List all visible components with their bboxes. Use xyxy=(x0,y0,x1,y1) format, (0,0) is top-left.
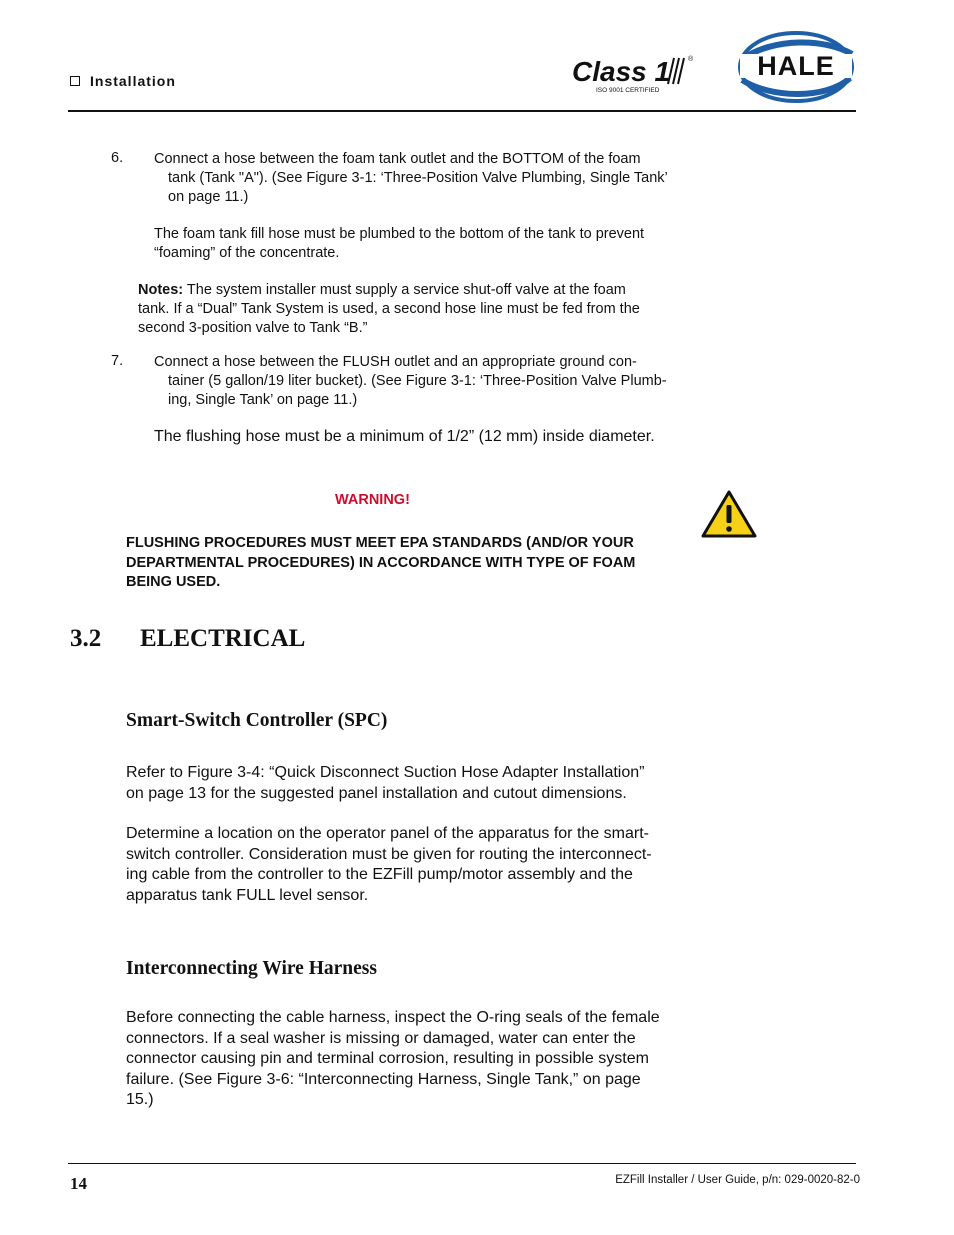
hale-logo-graphic xyxy=(734,28,858,106)
notes-label: Notes: xyxy=(138,282,184,298)
subsection-paragraph xyxy=(126,1008,706,1111)
paragraph-line: apparatus tank FULL level sensor. xyxy=(126,886,369,904)
section-heading xyxy=(70,625,305,653)
running-header xyxy=(70,73,176,89)
subsection-paragraph xyxy=(126,763,706,804)
section-number: 3.2 xyxy=(70,625,102,652)
notes-block xyxy=(138,281,708,338)
footer-rule xyxy=(68,1163,856,1164)
warning-line: BEING USED. xyxy=(126,574,221,590)
subsection-heading: Interconnecting Wire Harness xyxy=(126,958,377,979)
footer-document-id: EZFill Installer / User Guide, p/n: 029-0020-82-0 xyxy=(615,1174,860,1186)
warning-line: FLUSHING PROCEDURES MUST MEET EPA STANDARDS (AND/OR YOUR xyxy=(126,535,634,551)
paragraph-line: failure. (See Figure 3-6: “Interconnecting Harness, Single Tank,” on page xyxy=(126,1070,641,1088)
step-7-text xyxy=(154,353,714,410)
warning-title: WARNING! xyxy=(335,492,410,508)
paragraph-line: ing cable from the controller to the EZFill pump/motor assembly and the xyxy=(126,866,633,883)
step-6-text xyxy=(154,150,714,207)
step-6-detail-line: The foam tank fill hose must be plumbed to the bottom of the tank to prevent xyxy=(154,226,645,242)
section-title: ELECTRICAL xyxy=(140,625,306,652)
header-rule xyxy=(68,110,856,112)
paragraph-line: on page 13 for the suggested panel installation and cutout dimensions. xyxy=(126,784,627,802)
step-7-number: 7. xyxy=(111,353,124,369)
subsection-paragraph xyxy=(126,824,706,906)
paragraph-line: switch controller. Consideration must be given for routing the interconnect- xyxy=(126,845,652,863)
class1-logo-graphic xyxy=(570,52,700,96)
paragraph-line: Before connecting the cable harness, inspect the O-ring seals of the female xyxy=(126,1009,660,1026)
notes-line: tank. If a “Dual” Tank System is used, a second hose line must be fed from the xyxy=(138,301,640,317)
paragraph-line: Refer to Figure 3-4: “Quick Disconnect Suction Hose Adapter Installation” xyxy=(126,764,645,781)
notes-line: second 3-position valve to Tank “B.” xyxy=(138,320,368,336)
step-6-detail xyxy=(154,225,714,263)
step-7-line: ing, Single Tank’ on page 11.) xyxy=(168,392,358,408)
subsection-heading: Smart-Switch Controller (SPC) xyxy=(126,710,388,731)
class1-logo xyxy=(570,52,700,96)
paragraph-line: connectors. If a seal washer is missing or damaged, water can enter the xyxy=(126,1029,636,1047)
paragraph-line: 15.) xyxy=(126,1091,154,1108)
hale-logo xyxy=(734,28,858,106)
warning-line: DEPARTMENTAL PROCEDURES) IN ACCORDANCE WITH TYPE OF FOAM xyxy=(126,554,636,571)
warning-triangle-icon xyxy=(700,489,758,539)
step-6-number: 6. xyxy=(111,150,124,166)
class1-logo-text: Class 1 xyxy=(572,56,671,87)
step-6-line: tank (Tank "A"). (See Figure 3-1: ‘Three-Position Valve Plumbing, Single Tank’ xyxy=(168,170,668,186)
warning-body xyxy=(126,534,696,593)
paragraph-line: Determine a location on the operator panel of the apparatus for the smart- xyxy=(126,825,649,842)
page-number: 14 xyxy=(70,1174,87,1193)
hale-logo-text: HALE xyxy=(757,51,835,81)
paragraph-line: connector causing pin and terminal corrosion, resulting in possible system xyxy=(126,1050,649,1067)
class1-registered-mark: ® xyxy=(688,56,694,63)
step-7-detail: The flushing hose must be a minimum of 1/2” (12 mm) inside diameter. xyxy=(154,428,655,445)
checkbox-bullet-icon xyxy=(70,76,80,86)
running-header-label: Installation xyxy=(90,73,176,89)
step-6-detail-line: “foaming” of the concentrate. xyxy=(154,245,340,261)
step-7-line: tainer (5 gallon/19 liter bucket). (See Figure 3-1: ‘Three-Position Valve Plumb- xyxy=(168,373,667,389)
class1-logo-tagline: ISO 9001 CERTIFIED xyxy=(596,87,660,94)
notes-line: The system installer must supply a service shut-off valve at the foam xyxy=(183,282,626,298)
step-6-line: on page 11.) xyxy=(168,189,249,205)
step-7-line: Connect a hose between the FLUSH outlet and an appropriate ground con- xyxy=(154,354,637,370)
step-6-line: Connect a hose between the foam tank outlet and the BOTTOM of the foam xyxy=(154,151,641,167)
